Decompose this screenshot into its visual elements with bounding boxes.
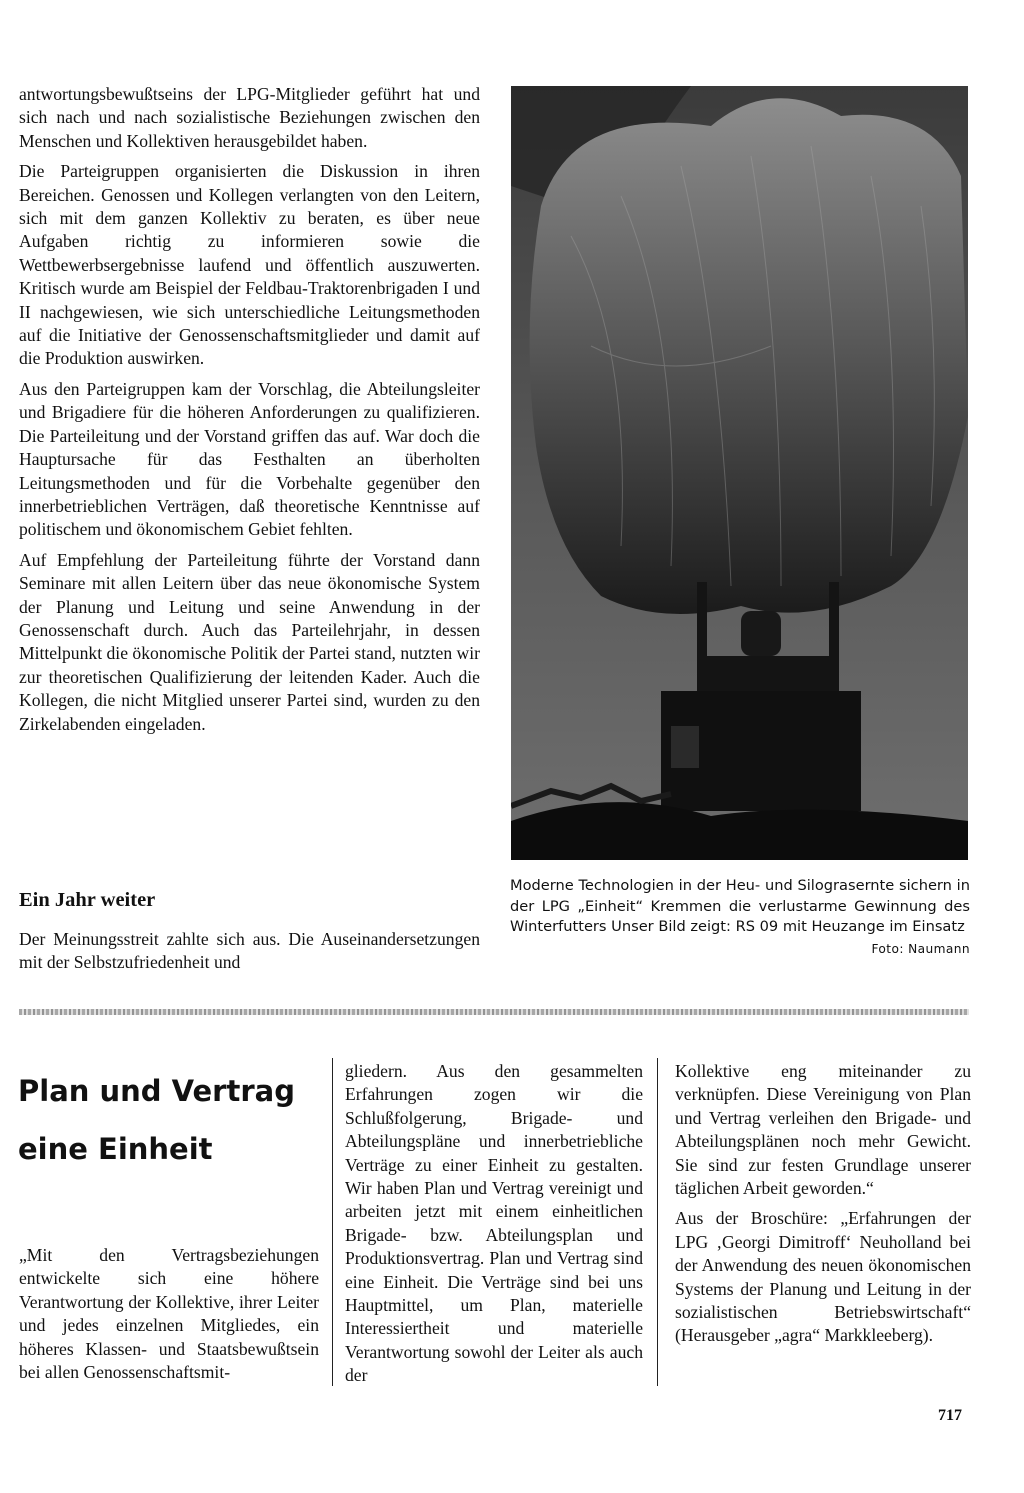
quote-part-1: „Mit den Vertragsbeziehungen entwickelte sich eine höhere Verantwortung der Kollektive, ihrer Leiter und jedes einzelnen Mitgliedes, ein höheres Klassen- und Staatsbewußtsein bei allen Genossenschaftsmit- — [19, 1245, 319, 1383]
section-divider — [19, 1009, 969, 1015]
headline-line-1: Plan und Vertrag — [18, 1074, 295, 1108]
box-column-2 — [345, 1060, 643, 1395]
hay-tractor-illustration — [511, 86, 968, 860]
paragraph-2: Die Parteigruppen organisierten die Diskussion in ihren Bereichen. Genossen und Kollegen verlangten von den Leitern, sich mit dem ganzen Kollektiv zu beraten, es über neue Aufgaben richtig zu informieren sowie die Wettbewerbsergebnisse laufend und öffentlich auszuwerten. Kritisch wurde am Beispiel der Feldbau-Traktorenbrigaden I und II nachgewiesen, wie sich unterschiedliche Leitungsmethoden auf die Initiative der Genossenschaftsmitglieder und damit auf die Produktion auswirken. — [19, 161, 480, 369]
headline-line-2: eine Einheit — [18, 1132, 213, 1166]
hay-tractor-photo — [511, 86, 968, 860]
section-subheading: Ein Jahr weiter — [19, 889, 156, 911]
paragraph-4: Auf Empfehlung der Parteileitung führte der Vorstand dann Seminare mit allen Leitern über das neue ökonomische System der Planung und Leitung und seine Anwendung in der Genossenschaft durch. Auch das Parteilehrjahr, in dessen Mittelpunkt die ökonomische Politik der Partei stand, nutzten wir zur theoretischen Qualifizierung der leitenden Kader. Auch die Kollegen, die nicht Mitglied unserer Partei sind, wurden zu den Zirkelabenden eingeladen. — [19, 549, 480, 734]
photo-credit: Foto: Naumann — [871, 941, 970, 956]
box-headline — [18, 1062, 318, 1178]
page-number: 717 — [938, 1407, 962, 1424]
box-column-1 — [19, 1244, 319, 1391]
article-left-column — [19, 83, 480, 743]
source-note: Aus der Broschüre: „Erfahrungen der LPG ‚Georgi Dimitroff‘ Neuholland bei der Anwendung des neuen ökonomischen Systems der Planung und Leitung in der sozialistischen Betriebswirtschaft“ (Herausgeber „agra“ Markkleeberg). — [675, 1208, 971, 1346]
caption-text: Moderne Technologien in der Heu- und Silograsernte sichern in der LPG „Einheit“ Kremmen die verlustarme Gewinnung des Winterfutters Unser Bild zeigt: RS 09 mit Heuzange im Einsatz — [510, 877, 970, 935]
box-column-3 — [675, 1060, 971, 1355]
column-rule-1 — [332, 1058, 333, 1386]
photo-caption — [510, 876, 970, 959]
paragraph-5: Der Meinungsstreit zahlte sich aus. Die Auseinandersetzungen mit der Selbstzufriedenheit und — [19, 929, 480, 973]
quote-part-2: gliedern. Aus den gesammelten Erfahrungen zogen wir die Schlußfolgerung, Brigade- und Abteilungspläne und innerbetriebliche Verträge zu einer Einheit zu gestalten. Wir haben Plan und Vertrag vereinigt und arbeiten jetzt mit einem einheitlichen Brigade- bzw. Abteilungsplan und Produktionsvertrag. Plan und Vertrag sind eine Einheit. Die Verträge sind bei uns Hauptmittel, um Plan, materielle Interessiertheit und materielle Verantwortung sowohl der Leiter als auch der — [345, 1061, 643, 1386]
quote-part-3: Kollektive eng miteinander zu verknüpfen. Diese Vereinigung von Plan und Vertrag verleihen den Brigade- und Abteilungsplänen noch mehr Gewicht. Sie sind zur festen Grundlage unserer täglichen Arbeit geworden.“ — [675, 1061, 971, 1199]
section-text — [19, 928, 480, 982]
paragraph-1: antwortungsbewußtseins der LPG-Mitglieder geführt hat und sich nach und nach sozialistische Beziehungen zwischen den Menschen und Kollektiven herausgebildet haben. — [19, 84, 480, 151]
paragraph-3: Aus den Parteigruppen kam der Vorschlag, die Abteilungsleiter und Brigadiere für die höheren Anforderungen zu qualifizieren. Die Parteileitung und der Vorstand griffen das auf. War doch die Hauptursache für das Festhalten an überholten Leitungsmethoden und für die Vorbehalte gegenüber den innerbetrieblichen Verträgen, daß theoretische Kenntnisse auf politischem und ökonomischem Gebiet fehlten. — [19, 378, 480, 540]
column-rule-2 — [657, 1058, 658, 1386]
